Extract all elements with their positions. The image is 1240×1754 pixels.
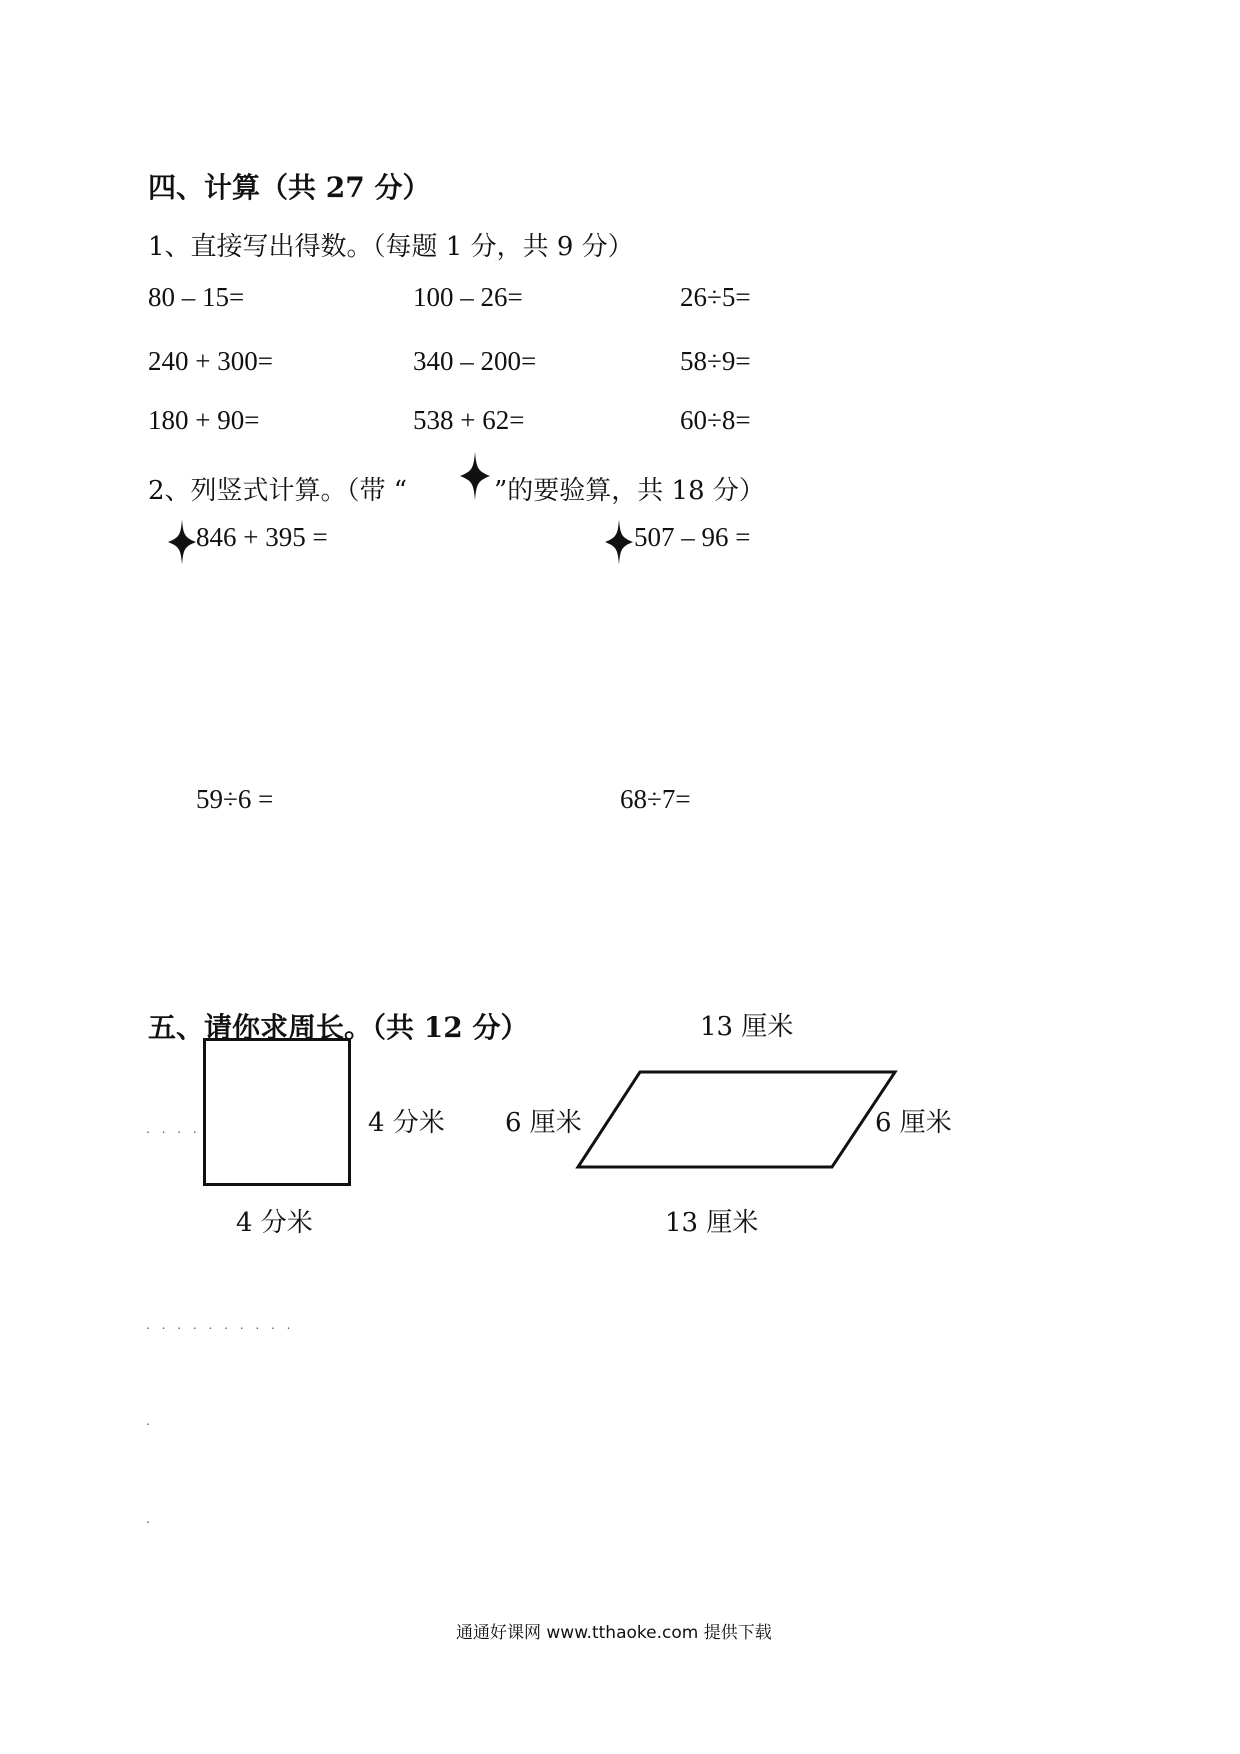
parallelogram-right-label: 6 厘米 — [875, 1108, 952, 1138]
q1-item: 240 + 300= — [148, 346, 273, 376]
section5-title: 五、请你求周长。（共 12 分） — [148, 1011, 529, 1044]
check-star-icon — [168, 518, 196, 566]
q2-problem: 846 + 395 = — [196, 522, 328, 552]
scan-dots: . — [146, 1414, 154, 1428]
q1-item: 180 + 90= — [148, 405, 260, 435]
q2-problem: 59÷6 = — [196, 784, 274, 814]
parallelogram-bottom-label: 13 厘米 — [665, 1208, 759, 1238]
square-shape — [203, 1038, 351, 1186]
check-star-icon — [605, 518, 633, 566]
q1-item: 100 – 26= — [413, 282, 523, 312]
q1-item: 26÷5= — [680, 282, 751, 312]
q1-item: 58÷9= — [680, 346, 751, 376]
scan-dots: . . . . . . . . . . — [146, 1318, 295, 1332]
scan-dots: . . . . — [146, 1122, 201, 1136]
square-right-label: 4 分米 — [368, 1108, 445, 1138]
q1-item: 80 – 15= — [148, 282, 245, 312]
check-star-icon — [460, 452, 490, 500]
section4-title: 四、计算（共 27 分） — [148, 171, 431, 204]
q1-item: 538 + 62= — [413, 405, 525, 435]
q1-item: 340 – 200= — [413, 346, 537, 376]
parallelogram-top-label: 13 厘米 — [700, 1012, 794, 1042]
q2-prompt-after: ”的要验算，共 18 分） — [494, 476, 765, 506]
parallelogram-shape — [570, 1065, 910, 1175]
parallelogram-left-label: 6 厘米 — [505, 1108, 582, 1138]
q1-prompt: 1、直接写出得数。（每题 1 分，共 9 分） — [148, 232, 634, 262]
q2-problem: 507 – 96 = — [634, 522, 751, 552]
square-bottom-label: 4 分米 — [236, 1208, 313, 1238]
q1-item: 60÷8= — [680, 405, 751, 435]
q2-problem: 68÷7= — [620, 784, 691, 814]
q2-prompt-before: 2、列竖式计算。（带 “ — [148, 476, 408, 506]
scan-dots: . — [146, 1512, 154, 1526]
footer-text: 通通好课网 www.tthaoke.com 提供下载 — [456, 1623, 772, 1643]
